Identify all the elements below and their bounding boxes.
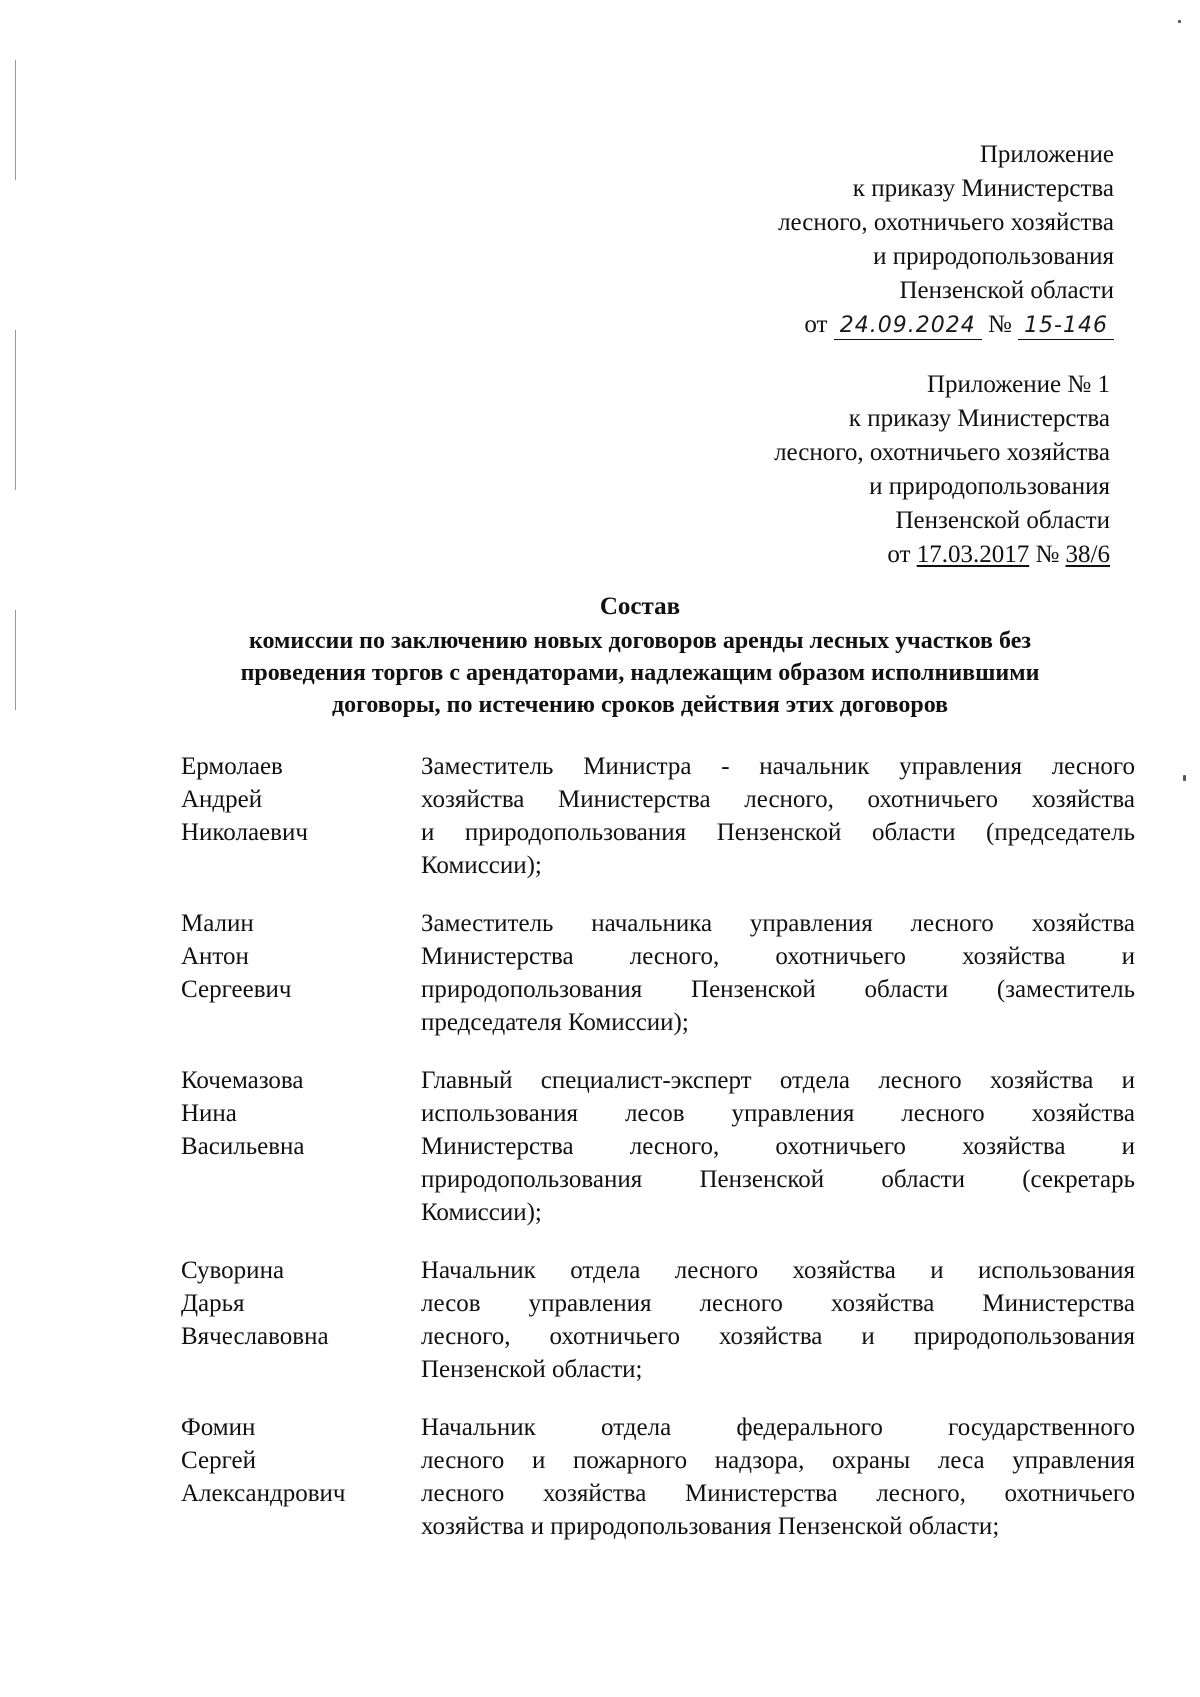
member-role-line: хозяйства и природопользования Пензенской области; — [421, 1513, 1000, 1540]
scan-edge-line — [15, 610, 16, 710]
appendix-original-line: к приказу Министерства — [848, 405, 1110, 432]
member-surname: Фомин — [181, 1414, 256, 1441]
document-title: Состав — [599, 593, 681, 620]
member-role-line: председателя Комиссии); — [421, 1009, 689, 1036]
member-patronymic: Вячеславовна — [181, 1323, 329, 1350]
document-subtitle-line: комиссии по заключению новых договоров аренды лесных участков без — [248, 628, 1031, 654]
member-name — [181, 750, 421, 882]
member-surname: Кочемазова — [181, 1067, 304, 1094]
member-role — [421, 1411, 1135, 1543]
member-role-line: Министерства лесного, охотничьего хозяйства и — [421, 943, 1135, 970]
member-entry — [181, 1254, 1135, 1386]
member-role-line: Заместитель Министра - начальник управления лесного — [421, 753, 1135, 780]
member-entry — [181, 1411, 1135, 1543]
member-role — [421, 907, 1135, 1039]
member-surname: Ермолаев — [181, 753, 283, 780]
member-role-line: Начальник отдела федерального государственного — [421, 1414, 1135, 1441]
member-role-line: лесов управления лесного хозяйства Министерства — [421, 1290, 1135, 1317]
member-entry — [181, 750, 1135, 882]
handwritten-date: 24.09.2024 — [834, 313, 982, 340]
handwritten-number: 15-146 — [1018, 313, 1114, 340]
date-prefix: от — [887, 541, 911, 568]
scan-edge-line — [15, 330, 16, 490]
appendix-current-line: Приложение — [979, 141, 1114, 168]
appendix-original-line: Пензенской области — [895, 507, 1110, 534]
member-role-line: лесного и пожарного надзора, охраны леса управления — [421, 1447, 1135, 1474]
member-role-line: хозяйства Министерства лесного, охотничьего хозяйства — [421, 786, 1135, 813]
member-role-line: использования лесов управления лесного хозяйства — [421, 1100, 1135, 1127]
scan-speck — [1178, 20, 1181, 23]
member-name — [181, 1064, 421, 1229]
appendix-current-line: лесного, охотничьего хозяйства — [778, 209, 1114, 236]
member-patronymic: Сергеевич — [181, 976, 292, 1003]
member-name — [181, 1254, 421, 1386]
member-name — [181, 1411, 421, 1543]
member-role-line: природопользования Пензенской области (секретарь — [421, 1166, 1135, 1193]
scan-speck — [1183, 775, 1186, 781]
member-role-line: лесного хозяйства Министерства лесного, охотничьего — [421, 1480, 1135, 1507]
member-role-line: Пензенской области; — [421, 1356, 643, 1383]
appendix-current-date-line — [778, 308, 1114, 342]
member-role-line: Главный специалист-эксперт отдела лесного хозяйства и — [421, 1067, 1135, 1094]
member-role-line: природопользования Пензенской области (заместитель — [421, 976, 1135, 1003]
document-title-block — [150, 589, 1130, 721]
document-subtitle-line: договоры, по истечению сроков действия этих договоров — [331, 692, 949, 718]
appendix-current-header — [778, 138, 1114, 342]
number-prefix: № — [1035, 541, 1060, 568]
member-surname: Суворина — [181, 1257, 285, 1284]
member-first-name: Антон — [181, 943, 249, 970]
member-patronymic: Александрович — [181, 1480, 346, 1507]
appendix-original-header — [774, 368, 1110, 572]
member-role-line: Комиссии); — [421, 1199, 542, 1226]
appendix-current-line: и природопользования — [873, 243, 1114, 270]
member-role-line: и природопользования Пензенской области (председатель — [421, 819, 1135, 846]
member-first-name: Нина — [181, 1100, 237, 1127]
appendix-current-line: Пензенской области — [899, 277, 1114, 304]
appendix-original-line: и природопользования — [869, 473, 1110, 500]
number-prefix: № — [987, 311, 1012, 338]
order-number: 38/6 — [1065, 541, 1110, 568]
member-first-name: Андрей — [181, 786, 263, 813]
member-entry — [181, 907, 1135, 1039]
member-entry — [181, 1064, 1135, 1229]
appendix-current-line: к приказу Министерства — [852, 175, 1114, 202]
appendix-original-line: Приложение № 1 — [926, 371, 1110, 398]
appendix-original-date-line — [774, 538, 1110, 572]
member-role — [421, 1254, 1135, 1386]
member-first-name: Сергей — [181, 1447, 256, 1474]
member-patronymic: Николаевич — [181, 819, 308, 846]
member-role-line: Министерства лесного, охотничьего хозяйства и — [421, 1133, 1135, 1160]
order-date: 17.03.2017 — [916, 541, 1030, 568]
scan-edge-line — [15, 60, 16, 180]
member-first-name: Дарья — [181, 1290, 245, 1317]
commission-members-list — [181, 750, 1135, 1568]
member-role-line: лесного, охотничьего хозяйства и природопользования — [421, 1323, 1135, 1350]
date-prefix: от — [804, 311, 828, 338]
document-subtitle-line: проведения торгов с арендаторами, надлежащим образом исполнившими — [240, 660, 1040, 686]
member-role-line: Заместитель начальника управления лесного хозяйства — [421, 910, 1135, 937]
member-role-line: Комиссии); — [421, 852, 542, 879]
member-role — [421, 1064, 1135, 1229]
member-patronymic: Васильевна — [181, 1133, 305, 1160]
member-role-line: Начальник отдела лесного хозяйства и использования — [421, 1257, 1135, 1284]
appendix-original-line: лесного, охотничьего хозяйства — [774, 439, 1110, 466]
member-role — [421, 750, 1135, 882]
member-name — [181, 907, 421, 1039]
member-surname: Малин — [181, 910, 254, 937]
